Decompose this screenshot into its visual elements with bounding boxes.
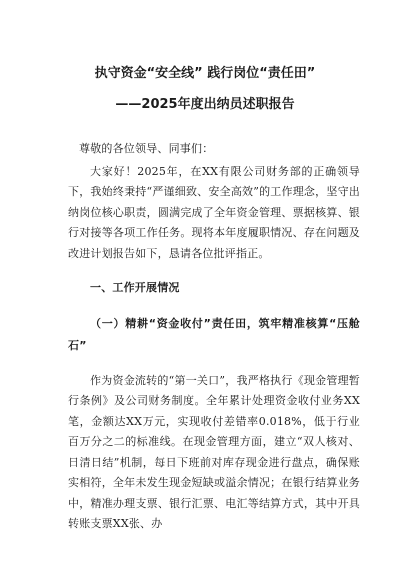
document-title: 执守资金“安全线” 践行岗位“责任田” <box>94 66 316 81</box>
document-subtitle: ——2025年度出纳员述职报告 <box>115 97 295 112</box>
document-body <box>68 139 360 535</box>
section-heading-work: 一、工作开展情况 <box>90 281 180 294</box>
payments-paragraph: 作为资金流转的“第一关口”，我严格执行《现金管理暂行条例》及公司财务制度。全年累计处理资金收付业务XX笔，金额达XX万元，实现收付差错率0.018%，低于行业百万分之二的标准线。在现金管理方面，建立“双人核对、日清日结”机制，每日下班前对库存现金进行盘点，确保账实相符，全年未发生现金短缺或溢余情况；在银行结算业务中，精准办理支票、银行汇票、电汇等结算方式，其中开具转账支票XX张、办 <box>68 373 360 530</box>
intro-paragraph: 大家好！2025年，在XX有限公司财务部的正确领导下，我始终秉持“严谨细致、安全高效”的工作理念，坚守出纳岗位核心职责，圆满完成了全年资金管理、票据核算、银行对接等各项工作任务。现将本年度履职情况、存在问题及改进计划报告如下，恳请各位批评指正。 <box>68 164 360 260</box>
greeting: 尊敬的各位领导、同事们： <box>79 142 214 155</box>
subsection-heading-payments: （一）精耕“资金收付”责任田，筑牢精准核算“压舱石” <box>68 316 360 352</box>
